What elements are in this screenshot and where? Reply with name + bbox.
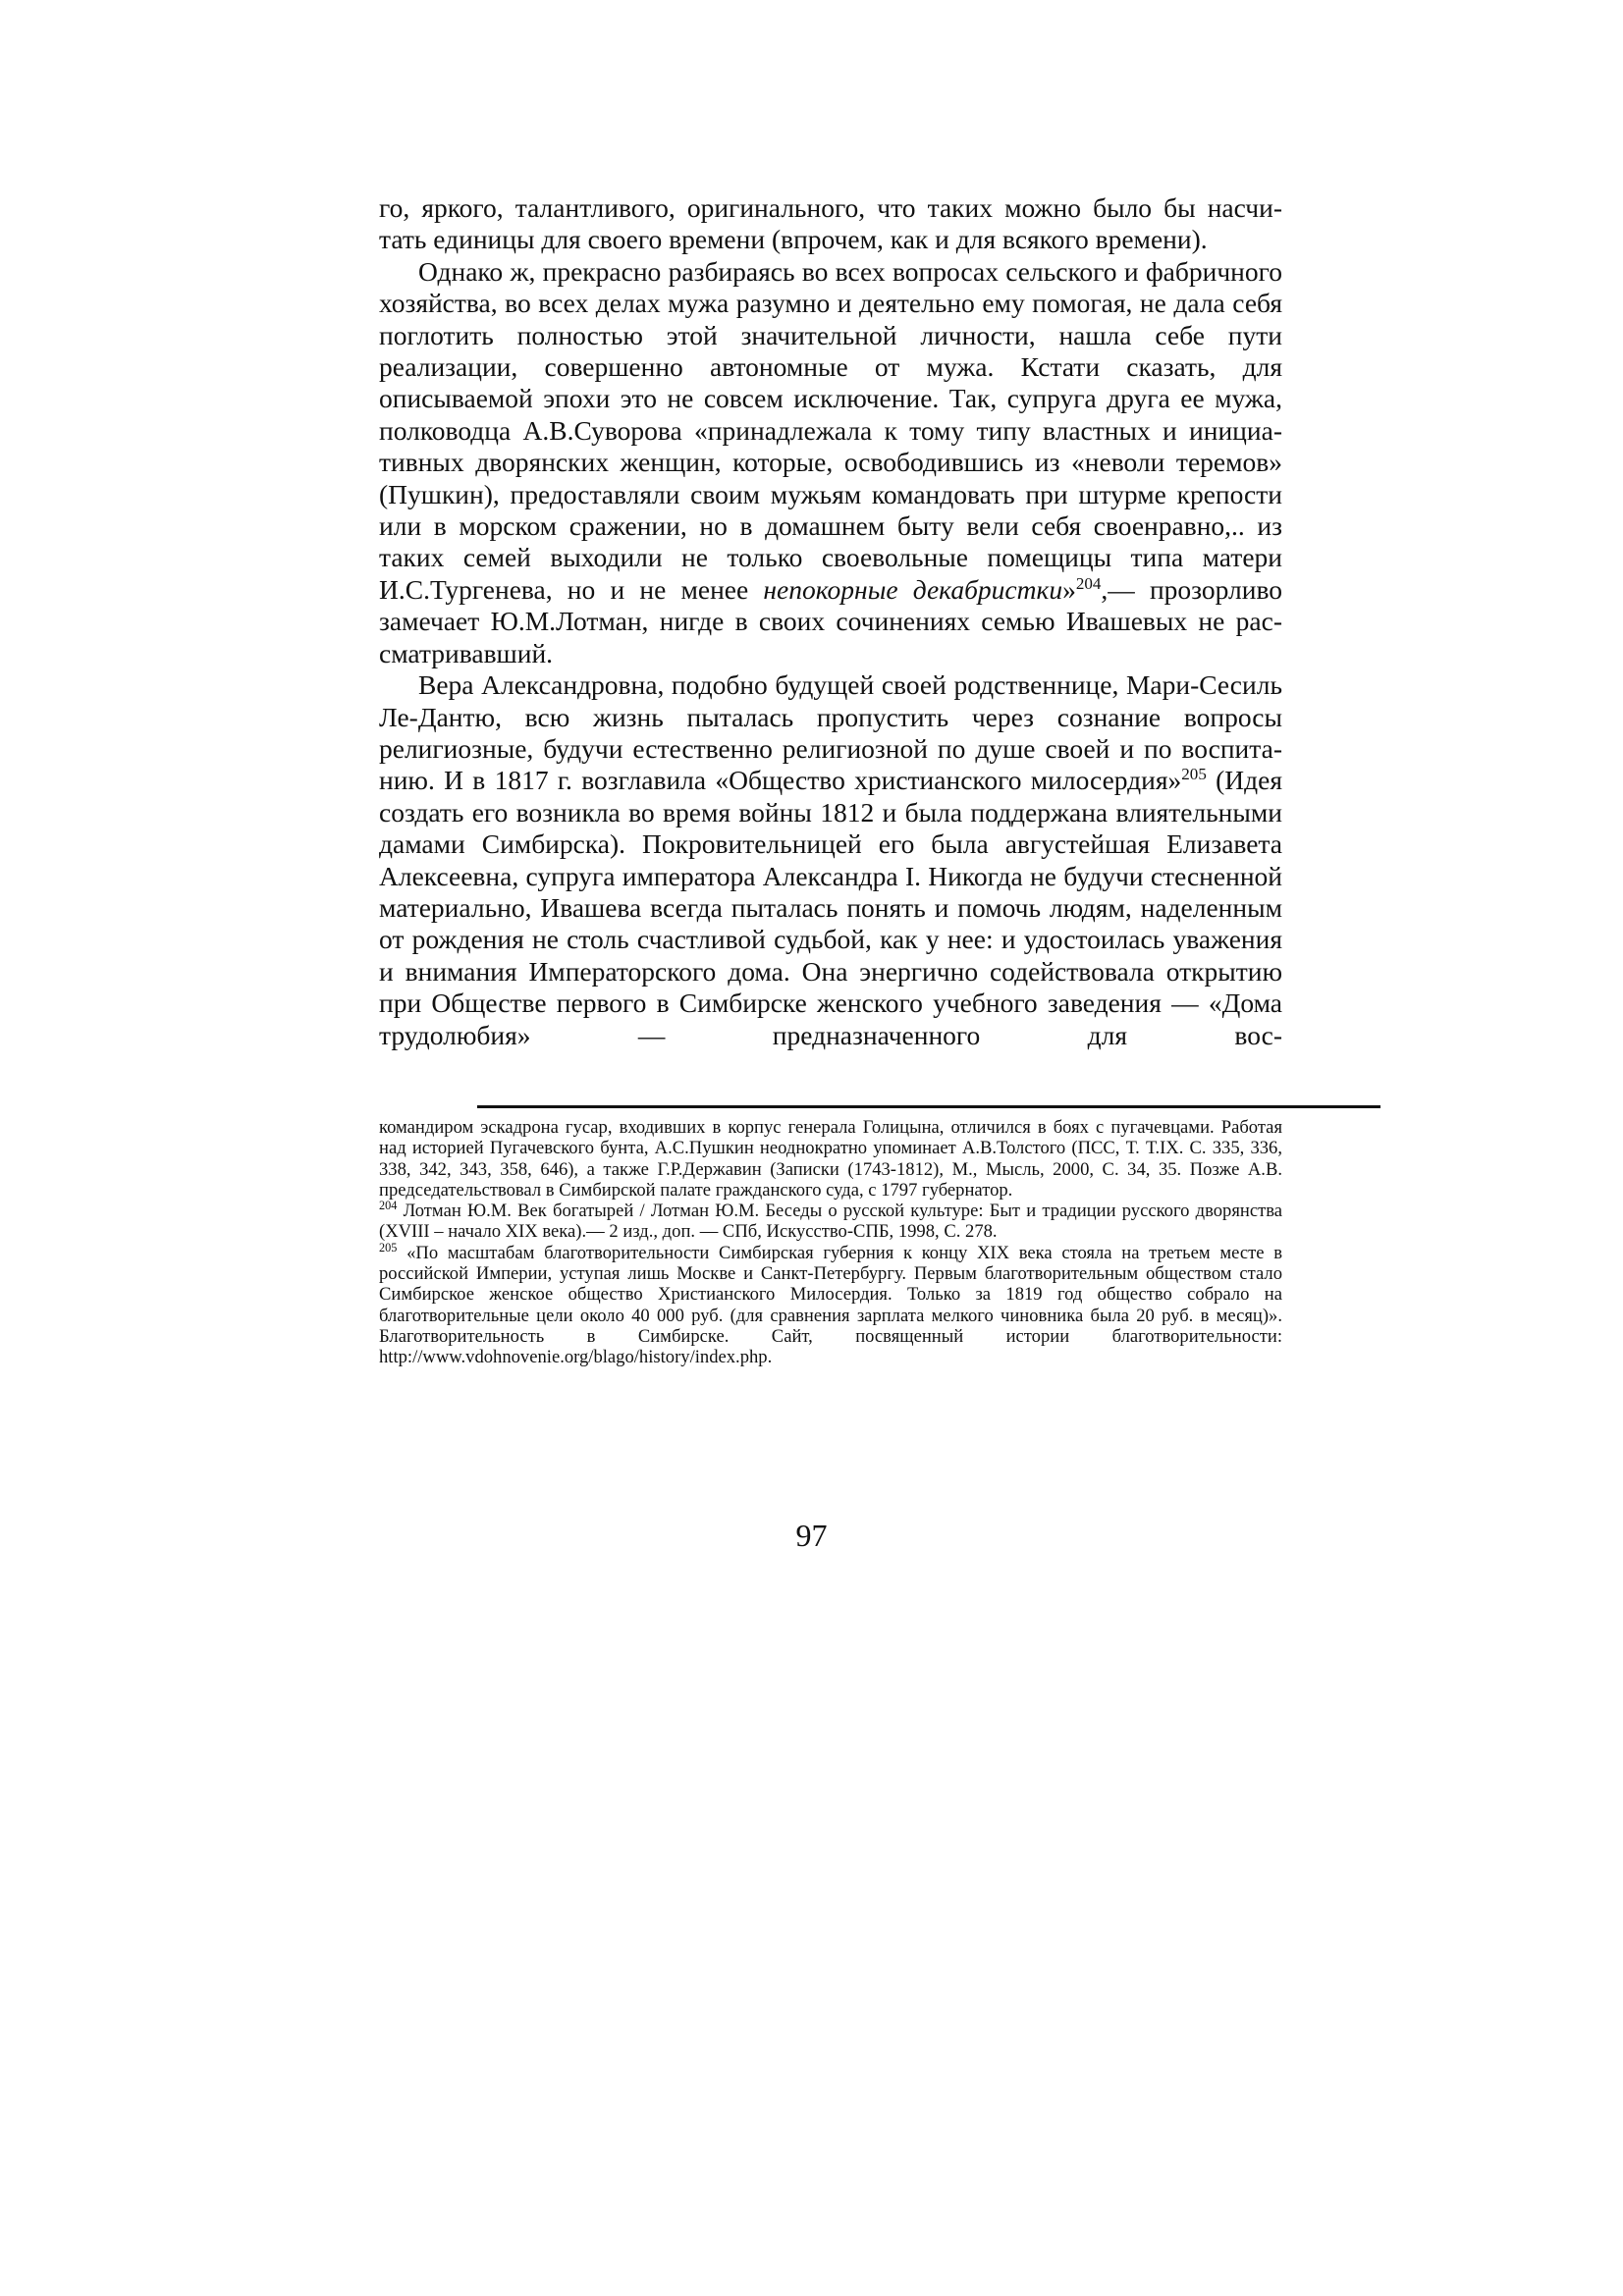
footnote-ref-205: 205	[1181, 765, 1207, 784]
main-text	[379, 192, 1282, 1051]
paragraph-2-text-a: Однако ж, прекрасно разбираясь во всех вопросах сельского и фабричного хозяйства, во всех делах мужа разумно и деятельно ему помогая, не дала себя поглотить полностью этой значительной личности, нашла себе пути реализации, совершенно автономные от мужа. Кстати сказать, для описываемой эпохи это не совсем исключение. Так, супруга друга ее мужа, полководца А.В.Суворова «принадлежала к тому типу властных и инициативных дворянских женщин, которые, освободившись из «неволи теремов» (Пушкин), предоставляли своим мужьям командовать при штурме крепости или в морском сражении, но в домашнем быту вели себя своенравно,.. из таких семей выходили не только своевольные помещицы типа матери И.С.Тургенева, но и не менее	[379, 255, 1282, 605]
paragraph-3	[379, 669, 1282, 1051]
footnote-204	[379, 1201, 1282, 1243]
paragraph-3-text-a: Вера Александровна, подобно будущей своей родственнице, Мари-Сесиль Ле-Дантю, всю жизнь пыталась пропустить через сознание вопросы религиозные, будучи естественно религиозной по душе своей и по воспитанию. И в 1817 г. возглавила «Общество христианского милосердия»	[379, 669, 1282, 796]
paragraph-2-text-c: ,— прозорливо замечает Ю.М.Лотман, нигде в своих сочинениях семью Ивашевых не рассматривавший.	[379, 573, 1283, 668]
paragraph-continuation-line-2: тать единицы для своего времени (впрочем, как и для всякого времени).	[379, 224, 1208, 255]
footnote-204-number: 204	[379, 1199, 398, 1212]
footnotes	[379, 1117, 1282, 1368]
page-number: 97	[795, 1518, 828, 1553]
paragraph-3-text-b: (Идея создать его возникла во время войны 1812 и была поддержана влиятельными дамами Симбирска). Покровительницей его была августейшая Елизавета Алексеевна, супруга императора Александра I. Никогда не будучи стесненной материально, Ивашева всегда пыталась понять и помочь людям, наделенным от рождения не столь счастливой судьбой, как у нее: и удостоилась уважения и внимания Императорского дома. Она энергично содействовала открытию при Обществе первого в Симбирске женского учебного заведения — «Дома трудолюбия» — предназначенного для вос-	[379, 765, 1282, 1050]
footnote-ref-204: 204	[1075, 573, 1102, 593]
paragraph-2	[379, 256, 1282, 669]
footnote-205	[379, 1240, 1282, 1347]
paragraph-2-italic: непокорные декабристки	[763, 573, 1063, 605]
footnote-separator	[477, 1105, 1380, 1108]
paragraph-2-text-b: »	[1062, 573, 1076, 605]
footnote-205-url: http://www.vdohnovenie.org/blago/history/index.php.	[379, 1347, 773, 1368]
footnote-205-text: «По масштабам благотворительности Симбирская губерния к концу XIX века стояла на третьем месте в российской Империи, уступая лишь Москве и Санкт-Петербургу. Первым благотворительным обществом стало Симбирское женское общество Христианского Милосердия. Только за 1819 год общество собрало на благотворительные цели около 40 000 руб. (для сравнения зарплата мелкого чиновника была 20 руб. в месяц)». Благотворительность в Симбирске. Сайт, посвященный истории благотворительности:	[379, 1242, 1282, 1347]
footnote-continuation: командиром эскадрона гусар, входивших в корпус генерала Голицына, отличился в боях с пугачевцами. Работая над историей Пугачевского бунта, А.С.Пушкин неоднократно упоминает А.В.Толстого (ПСС, Т. Т.IX. С. 335, 336, 338, 342, 343, 358, 646), а также Г.Р.Державин (Записки (1743-1812), М., Мысль, 2000, С. 34, 35. Позже А.В. председательствовал в Симбирской палате гражданского суда, с 1797 губернатор.	[379, 1117, 1282, 1201]
footnote-205-number: 205	[379, 1240, 398, 1255]
footnote-204-text: Лотман Ю.М. Век богатырей / Лотман Ю.М. Беседы о русской культуре: Быт и традиции русского дворянства (XVIII – начало XIX века).— 2 изд., доп. — СПб, Искусство-СПБ, 1998, С. 278.	[379, 1201, 1282, 1243]
paragraph-continuation-line-1: го, яркого, талантливого, оригинального, что таких можно было бы насчи-	[379, 192, 1282, 223]
